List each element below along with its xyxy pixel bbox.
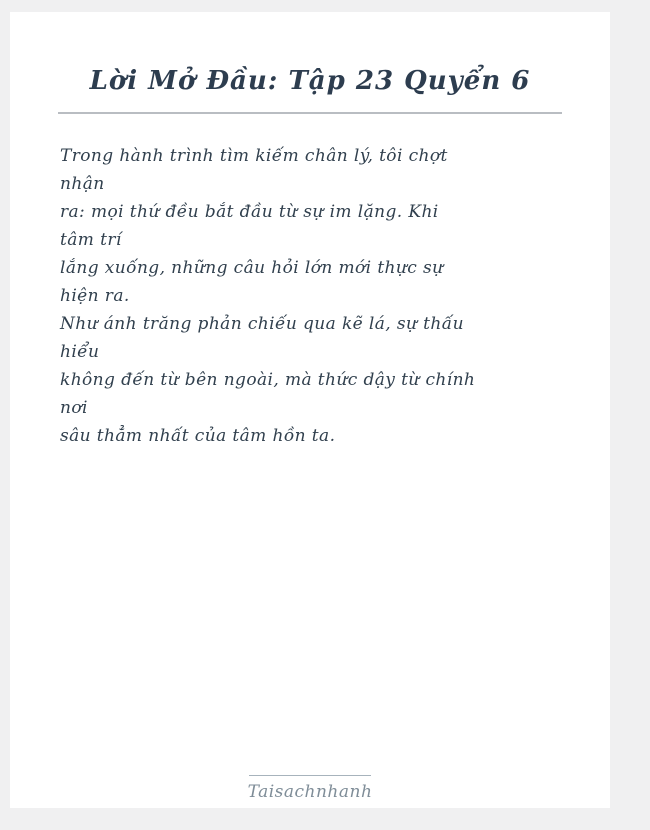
text-line: nhận [60,174,105,194]
text-line: ra: mọi thứ đều bắt đầu từ sự im lặng. Khi [60,202,439,222]
text-line: lắng xuống, những câu hỏi lớn mới thực sự [60,258,444,278]
text-line: hiểu [60,342,100,362]
text-line: không đến từ bên ngoài, mà thức dậy từ chính [60,370,476,390]
page-footer [10,775,610,802]
page-title: Lời Mở Đầu: Tập 23 Quyển 6 [89,66,531,96]
text-line: sâu thẳm nhất của tâm hồn ta. [60,426,336,446]
text-line: Trong hành trình tìm kiếm chân lý, tôi chợt [60,146,448,166]
text-line: hiện ra. [60,286,130,306]
document-page [10,12,610,808]
text-line: tâm trí [60,230,122,250]
title-divider [58,112,562,114]
footer-divider [249,775,371,776]
body-paragraph [60,142,476,450]
text-line: Như ánh trăng phản chiếu qua kẽ lá, sự thấu [60,314,464,334]
footer-brand: Taisachnhanh [247,782,373,802]
text-line: nơi [60,398,88,418]
